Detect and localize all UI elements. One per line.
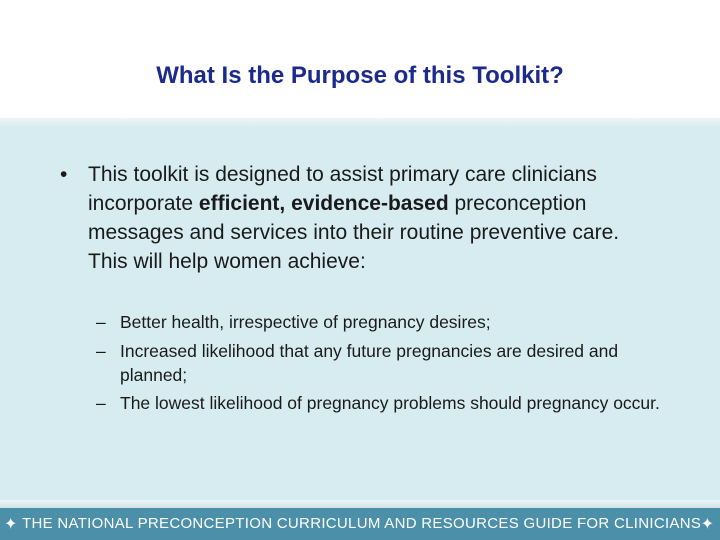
bullet-marker: • bbox=[60, 163, 68, 186]
title-area bbox=[0, 0, 720, 118]
bullet-text bbox=[88, 160, 620, 276]
sub-bullet-text: Increased likelihood that any future pregnancies are desired and planned; bbox=[120, 341, 619, 385]
star-ornament-icon: ✦ bbox=[4, 516, 18, 533]
divider-band bbox=[0, 118, 720, 128]
sub-bullet-3 bbox=[96, 391, 666, 415]
sub-bullet-text: Better health, irrespective of pregnancy desires; bbox=[120, 312, 491, 332]
bullet-text-end: preconception messages and services into their routine preventive care. This will help women achieve: bbox=[88, 192, 620, 273]
sub-bullet-marker: – bbox=[96, 393, 106, 413]
sub-bullet-marker: – bbox=[96, 312, 106, 332]
main-bullet bbox=[60, 160, 620, 276]
star-ornament-icon: ✦ bbox=[700, 516, 714, 533]
sub-bullet-1 bbox=[96, 310, 666, 334]
slide-title: What Is the Purpose of this Toolkit? bbox=[156, 62, 564, 89]
bullet-text-bold: efficient, evidence-based bbox=[198, 192, 449, 215]
footer-divider bbox=[0, 500, 720, 508]
footer-banner bbox=[0, 508, 720, 540]
footer-text: THE NATIONAL PRECONCEPTION CURRICULUM AND RESOURCES GUIDE FOR CLINICIANS bbox=[22, 515, 702, 532]
sub-bullet-marker: – bbox=[96, 341, 106, 361]
sub-bullet-2 bbox=[96, 339, 666, 387]
bullet-text-start: This toolkit is designed to assist primary care clinicians incorporate bbox=[88, 163, 597, 215]
sub-bullet-text: The lowest likelihood of pregnancy problems should pregnancy occur. bbox=[120, 393, 660, 413]
